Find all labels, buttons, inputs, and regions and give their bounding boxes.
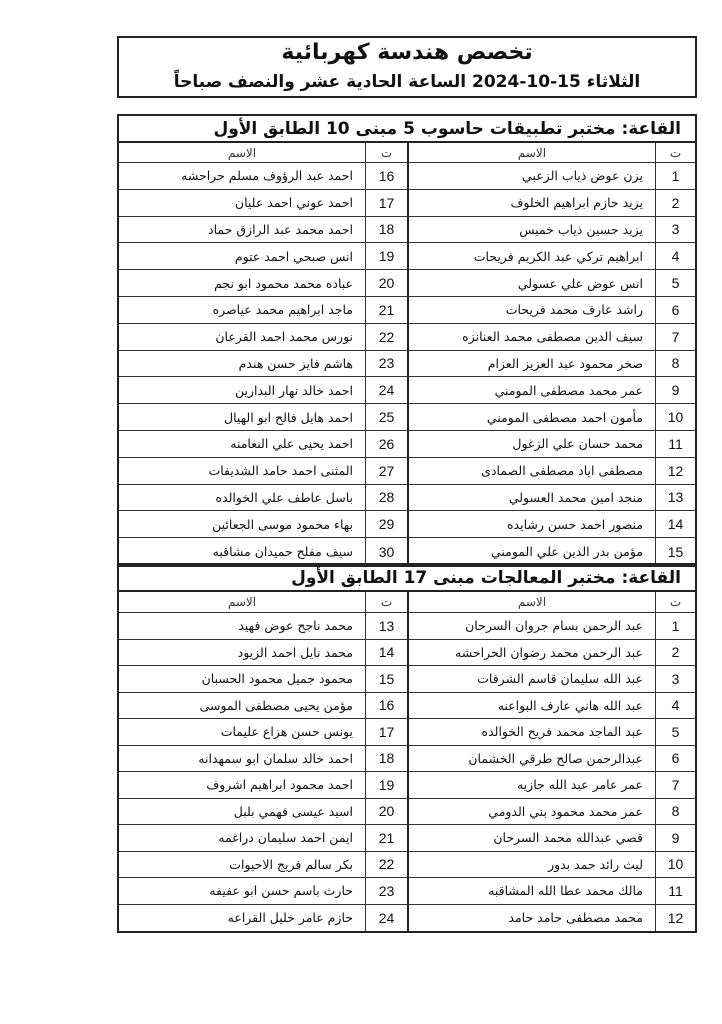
row-number: 7 — [655, 772, 695, 799]
student-name: بكر سالم فريج الاحيوات — [119, 852, 365, 879]
student-name: مالك محمد عطا الله المشاقبه — [407, 878, 655, 905]
student-name: قصي عبدالله محمد السرحان — [407, 825, 655, 852]
student-name: سيف مفلح حميدان مشاقبه — [212, 544, 353, 560]
hall-title: القاعة: مختبر المعالجات مبنى 17 الطابق الأول — [119, 565, 695, 592]
row-number: 15 — [365, 666, 407, 693]
student-name: احمد هايل فالح ابو الهيال — [119, 404, 365, 431]
student-name: عبدالرحمن صالح طرقي الخشمان — [407, 746, 655, 773]
student-name: سيف الدين مصطفى محمد العنانزه — [407, 324, 655, 351]
row-number: 22 — [365, 852, 407, 879]
row-number: 23 — [365, 351, 407, 378]
row-number: 20 — [365, 799, 407, 826]
student-name: احمد عوني احمد عليان — [119, 190, 365, 217]
row-number: 15 — [655, 538, 695, 565]
student-name: محمد نايل احمد الزيود — [119, 640, 365, 667]
column-number-left — [365, 592, 407, 931]
row-number: 5 — [655, 719, 695, 746]
row-number: 8 — [655, 351, 695, 378]
row-number: 22 — [365, 324, 407, 351]
student-name: عمر عامر عبد الله جازيه — [407, 772, 655, 799]
row-number: 11 — [655, 431, 695, 458]
student-name: حازم عامر خليل القراعه — [227, 910, 353, 926]
exam-date-time: الثلاثاء 15-10-2024 الساعة الحادية عشر والنصف صباحاً — [173, 72, 641, 92]
student-name: نورس محمد احمد القرعان — [119, 324, 365, 351]
student-name: يزيد حسين ذياب خميس — [407, 217, 655, 244]
row-number: 4 — [655, 693, 695, 720]
student-name: صخر محمود عبد العزيز العزام — [407, 351, 655, 378]
student-name: بهاء محمود موسى الجعائين — [119, 511, 365, 538]
row-number: 6 — [655, 746, 695, 773]
row-number: 16 — [365, 163, 407, 190]
student-name: يونس حسن هزاع عليمات — [119, 719, 365, 746]
row-number: 25 — [365, 404, 407, 431]
student-name: ليث رائد حمد بدور — [407, 852, 655, 879]
row-number: 3 — [655, 666, 695, 693]
row-number: 26 — [365, 431, 407, 458]
column-name-left — [119, 592, 365, 931]
student-name: عبد الرحمن بسام جروان السرحان — [407, 613, 655, 640]
column-header-number: ت — [655, 143, 695, 163]
hall-section-2 — [117, 563, 697, 933]
student-name: عباده محمد محمود ابو نجم — [119, 270, 365, 297]
column-number-right — [655, 592, 695, 931]
row-number: 8 — [655, 799, 695, 826]
row-number: 16 — [365, 693, 407, 720]
row-number: 18 — [365, 217, 407, 244]
column-name-right — [407, 143, 655, 565]
page-title: تخصص هندسة كهربائية — [281, 40, 533, 65]
column-header-number: ت — [365, 592, 407, 613]
row-number: 20 — [365, 270, 407, 297]
student-name: محمد ناجح عوض فهيد — [119, 613, 365, 640]
row-number: 28 — [365, 485, 407, 512]
student-name: ايمن احمد سليمان دراغمه — [119, 825, 365, 852]
hall-section-1 — [117, 114, 697, 567]
student-name: يزن عوض ذياب الزعبي — [407, 163, 655, 190]
row-number: 13 — [365, 613, 407, 640]
student-name: عمر محمد محمود بني الدومي — [407, 799, 655, 826]
row-number: 19 — [365, 243, 407, 270]
student-name: ابراهيم تركي عبد الكريم فريحات — [407, 243, 655, 270]
student-name: عبد الله هاني عارف البواعنه — [407, 693, 655, 720]
row-number: 7 — [655, 324, 695, 351]
student-name: حارث باسم حسن ابو عفيفه — [119, 878, 365, 905]
row-number: 13 — [655, 485, 695, 512]
student-name: باسل عاطف علي الخوالده — [119, 485, 365, 512]
row-number: 10 — [655, 404, 695, 431]
row-number: 14 — [365, 640, 407, 667]
column-name-left — [119, 143, 365, 565]
row-number: 1 — [655, 613, 695, 640]
student-name: هاشم فايز حسن هندم — [119, 351, 365, 378]
row-number: 11 — [655, 878, 695, 905]
student-name: احمد محمد عبد الرازق حماد — [119, 217, 365, 244]
row-number: 9 — [655, 825, 695, 852]
row-number: 23 — [365, 878, 407, 905]
column-number-left — [365, 143, 407, 565]
student-name: منصور احمد حسن رشايده — [407, 511, 655, 538]
student-name: ماجد ابراهيم محمد عياصره — [119, 297, 365, 324]
student-name: المثنى احمد حامد الشديفات — [119, 458, 365, 485]
row-number: 12 — [655, 905, 695, 932]
row-number: 30 — [365, 538, 407, 565]
student-name: منجد امين محمد العسولي — [407, 485, 655, 512]
row-number: 18 — [365, 746, 407, 773]
student-name: عبد الله سليمان قاسم الشرفات — [407, 666, 655, 693]
column-header-name: الاسم — [119, 143, 365, 163]
student-name: احمد يحيى علي النعامنه — [119, 431, 365, 458]
student-name: محمود جميل محمود الحسبان — [119, 666, 365, 693]
row-number: 27 — [365, 458, 407, 485]
student-name: عبد الرحمن محمد رضوان الحراحشه — [407, 640, 655, 667]
student-name: محمد مصطفى حامد حامد — [407, 905, 655, 932]
column-name-right — [407, 592, 655, 931]
column-header-name: الاسم — [407, 143, 655, 163]
row-number: 2 — [655, 190, 695, 217]
column-number-right — [655, 143, 695, 565]
student-name: مؤمن يحيى مصطفى الموسى — [119, 693, 365, 720]
row-number: 3 — [655, 217, 695, 244]
row-number: 21 — [365, 825, 407, 852]
row-number: 21 — [365, 297, 407, 324]
row-number: 12 — [655, 458, 695, 485]
row-number: 17 — [365, 190, 407, 217]
student-name: محمد حسان علي الزغول — [407, 431, 655, 458]
student-name: احمد محمود ابراهيم اشروف — [119, 772, 365, 799]
student-name: احمد خالد سلمان ابو سمهدانه — [119, 746, 365, 773]
row-number: 6 — [655, 297, 695, 324]
row-number: 9 — [655, 377, 695, 404]
row-number: 14 — [655, 511, 695, 538]
row-number: 19 — [365, 772, 407, 799]
row-number: 4 — [655, 243, 695, 270]
student-name: راشد عارف محمد فريحات — [407, 297, 655, 324]
column-header-number: ت — [655, 592, 695, 613]
row-number: 24 — [365, 905, 407, 932]
student-table — [119, 592, 695, 931]
student-name: احمد عبد الرؤوف مسلم حراحشه — [119, 163, 365, 190]
student-name: يزيد حازم ابراهيم الخلوف — [407, 190, 655, 217]
student-name: عبد الماجد محمد فريح الخوالده — [407, 719, 655, 746]
document-header — [117, 36, 697, 98]
row-number: 2 — [655, 640, 695, 667]
student-name: مأمون احمد مصطفى المومني — [407, 404, 655, 431]
row-number: 29 — [365, 511, 407, 538]
column-header-number: ت — [365, 143, 407, 163]
student-name: انس صبحي احمد عتوم — [119, 243, 365, 270]
row-number: 5 — [655, 270, 695, 297]
row-number: 17 — [365, 719, 407, 746]
row-number: 10 — [655, 852, 695, 879]
column-header-name: الاسم — [119, 592, 365, 613]
student-table — [119, 143, 695, 565]
student-name: احمد خالد نهار البدارين — [119, 377, 365, 404]
student-name: مصطفى اياد مصطفى الصمادى — [407, 458, 655, 485]
hall-title: القاعة: مختبر تطبيقات حاسوب 5 مبنى 10 الطابق الأول — [119, 116, 695, 143]
student-name: اسيد عيسى فهمي بلبل — [119, 799, 365, 826]
student-name: مؤمن بدر الدين علي المومني — [407, 538, 655, 565]
row-number: 24 — [365, 377, 407, 404]
column-header-name: الاسم — [407, 592, 655, 613]
student-name: عمر محمد مصطفى المومني — [407, 377, 655, 404]
row-number: 1 — [655, 163, 695, 190]
student-name: انس عوض علي عسولي — [407, 270, 655, 297]
